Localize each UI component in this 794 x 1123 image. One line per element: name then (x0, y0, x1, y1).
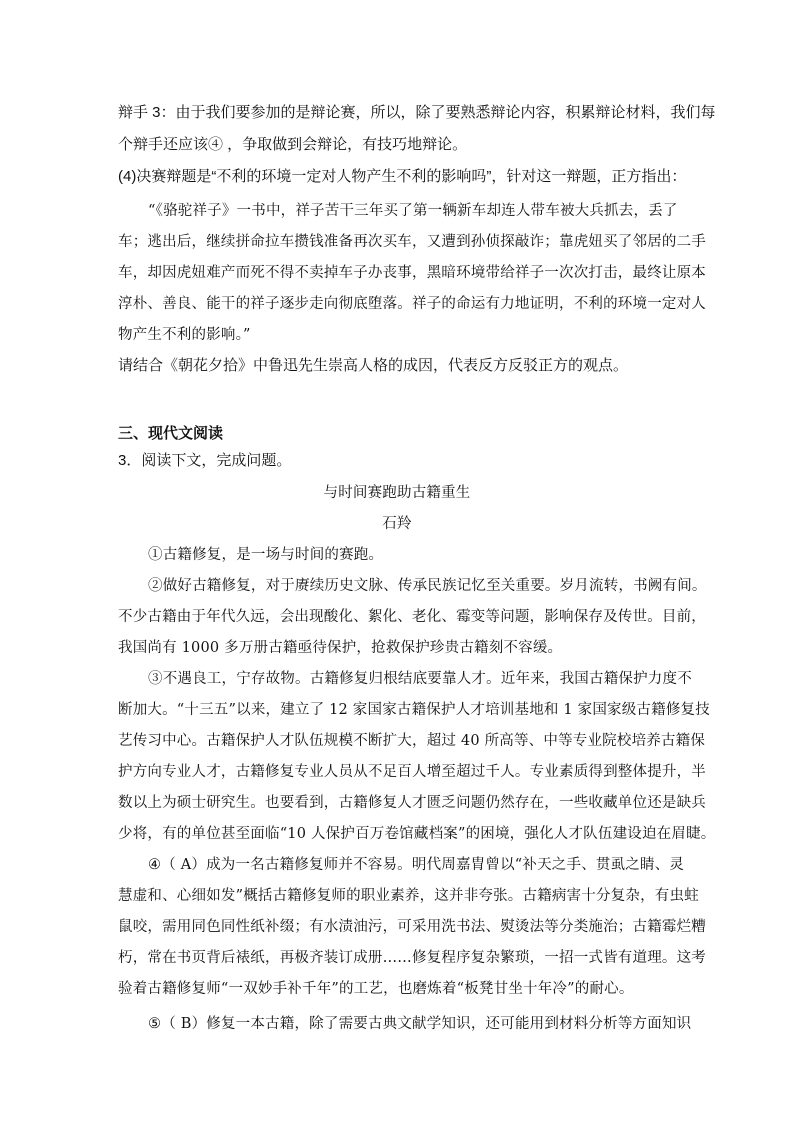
quote-line-3: 车，却因虎妞难产而死不得不卖掉车子办丧事，黑暗环境带给祥子一次次打击，最终让原本 (118, 265, 706, 281)
paragraph-3-line-3: 艺传习中心。古籍保护人才队伍规模不断扩大，超过 40 所高等、中等专业院校培养古籍保 (118, 733, 706, 749)
paragraph-4-line-1: ④（ A）成为一名古籍修复师并不容易。明代周嘉胄曾以“补天之手、贯虱之睛、灵 (148, 857, 685, 873)
debater3-line-2: 个辩手还应该④ ，争取做到会辩论，有技巧地辩论。 (118, 136, 468, 153)
paragraph-3-line-4: 护方向专业人才，古籍修复专业人员从不足百人增至超过千人。专业素质得到整体提升，半 (118, 764, 706, 780)
paragraph-3-line-5: 数以上为硕士研究生。也要看到，古籍修复人才匮乏问题仍然存在，一些收藏单位还是缺兵 (118, 795, 706, 811)
paragraph-3-line-2: 断加大。“十三五”以来，建立了 12 家国家古籍保护人才培训基地和 1 家国家级古籍修复技 (118, 702, 710, 718)
paragraph-4-line-3: 鼠咬，需用同色同性纸补缀；有水渍油污，可采用洗书法、熨烫法等分类施治；古籍霉烂糟 (118, 919, 706, 935)
paragraph-3-line-6: 少将，有的单位甚至面临“10 人保护百万卷馆藏档案”的困境，强化人才队伍建设迫在眉睫。 (118, 826, 716, 842)
paragraph-1: ①古籍修复，是一场与时间的赛跑。 (148, 547, 384, 563)
paragraph-2-line-2: 不少古籍由于年代久远，会出现酸化、絮化、老化、霉变等问题，影响保存及传世。目前， (118, 609, 706, 625)
quote-line-1: “《骆驼祥子》一书中，祥子苦干三年买了第一辆新车却连人带车被大兵抓去，丢了 (148, 203, 678, 219)
quote-line-4: 淳朴、善良、能干的祥子逐步走向彻底堕落。祥子的命运有力地证明，不利的环境一定对人 (118, 296, 706, 312)
paragraph-4-line-2: 慧虚和、心细如发”概括古籍修复师的职业素养，这并非夸张。古籍病害十分复杂，有虫蛀 (118, 888, 699, 904)
section-heading: 三、现代文阅读 (118, 425, 224, 442)
article-author: 石羚 (382, 516, 412, 532)
paragraph-4-line-5: 验着古籍修复师“一双妙手补千年”的工艺，也磨炼着“板凳甘坐十年冷”的耐心。 (118, 981, 634, 997)
quote-line-5: 物产生不利的影响。” (118, 327, 251, 343)
paragraph-3-line-1: ③不遇良工，宁存故物。古籍修复归根结底要靠人才。近年来，我国古籍保护力度不 (148, 671, 692, 687)
paragraph-4-line-4: 朽，常在书页背后裱纸，再极齐装订成册……修复程序复杂繁琐，一招一式皆有道理。这考 (118, 950, 706, 966)
debater3-line-1: 辩手 3：由于我们要参加的是辩论赛，所以，除了要熟悉辩论内容，积累辩论材料，我们每 (118, 104, 716, 121)
quote-line-2: 车；逃出后，继续拼命拉车攒钱准备再次买车，又遭到孙侦探敲诈；靠虎妞买了邻居的二手 (118, 234, 706, 250)
paragraph-5-line-1: ⑤（ B）修复一本古籍，除了需要古典文献学知识，还可能用到材料分析等方面知识 (148, 1016, 692, 1032)
article-title: 与时间赛跑助古籍重生 (323, 485, 471, 501)
task-prompt: 请结合《朝花夕拾》中鲁迅先生崇高人格的成因，代表反方反驳正方的观点。 (118, 357, 629, 374)
question-4-line: (4)决赛辩题是“不利的环境一定对人物产生不利的影响吗”，针对这一辩题，正方指出： (118, 168, 687, 185)
paragraph-2-line-3: 我国尚有 1000 多万册古籍亟待保护，抢救保护珍贵古籍刻不容缓。 (118, 640, 563, 656)
question-3: 3．阅读下文，完成问题。 (118, 452, 292, 469)
paragraph-2-line-1: ②做好古籍修复，对于赓续历史文脉、传承民族记忆至关重要。岁月流转，书阙有间。 (148, 578, 707, 594)
